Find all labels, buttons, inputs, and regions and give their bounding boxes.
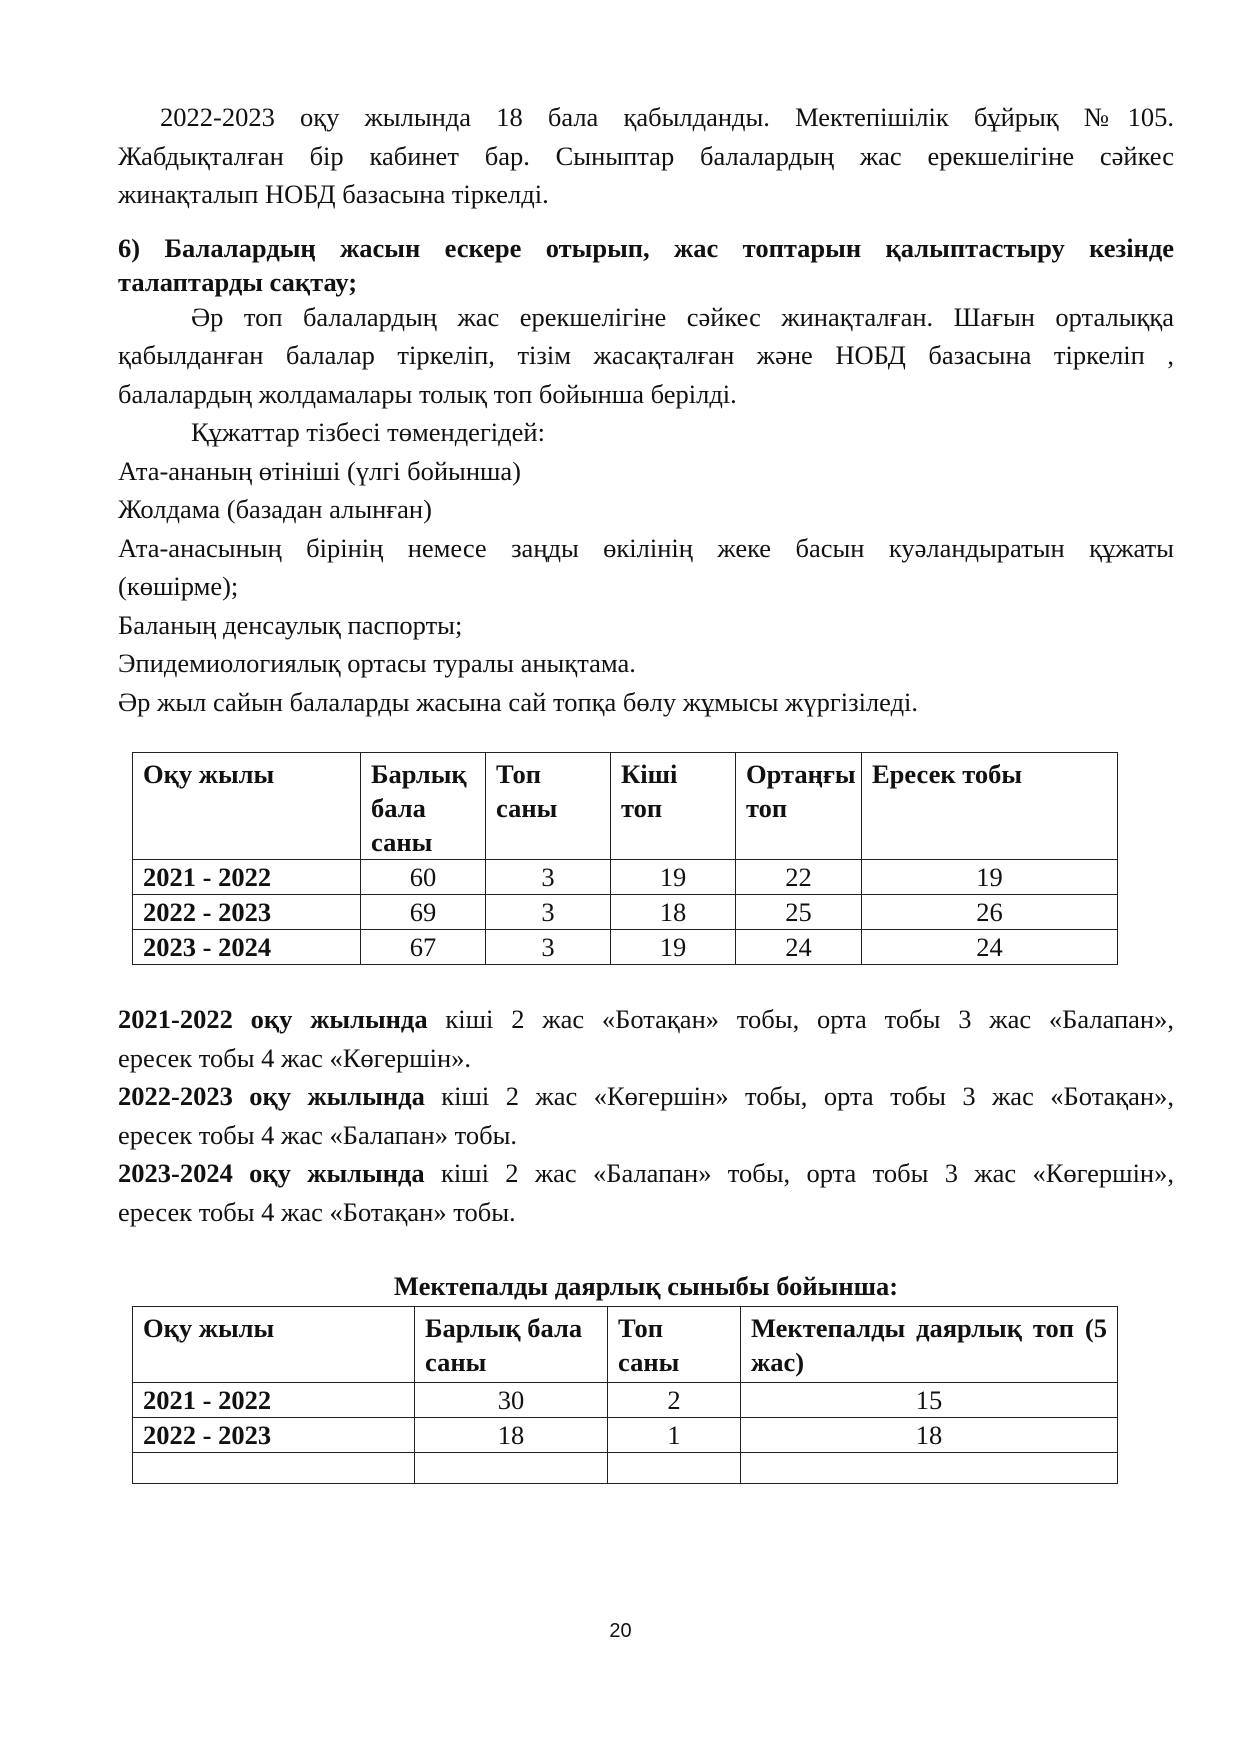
group-line [118, 1154, 1174, 1193]
group-descriptions [118, 1000, 1174, 1231]
group-line [118, 1000, 1174, 1039]
group-text: кіші 2 жас «Ботақан» тобы, орта тобы 3 жас «Балапан», [427, 1004, 1174, 1034]
list-item: Жолдама (базадан алынған) [118, 494, 432, 524]
table-cell: 3 [486, 930, 611, 965]
header-cell: Ересек тобы [862, 753, 1118, 860]
group-line: ересек тобы 4 жас «Балапан» тобы. [118, 1119, 518, 1150]
list-item: Эпидемиологиялық ортасы туралы анықтама. [118, 648, 636, 678]
table-row [133, 1417, 1118, 1452]
group-line: ересек тобы 4 жас «Ботақан» тобы. [118, 1196, 516, 1227]
document-page [118, 98, 1174, 1484]
table-cell: 18 [741, 1417, 1118, 1452]
year-cell [133, 1452, 415, 1483]
year-label: 2022-2023 оқу жылында [118, 1081, 425, 1111]
group-text: кіші 2 жас «Көгершін» тобы, орта тобы 3 жас «Ботақан», [424, 1081, 1174, 1111]
table-cell: 19 [611, 930, 736, 965]
header-cell: Кіші топ [611, 753, 736, 860]
header-cell: Оқу жылы [133, 753, 361, 860]
table-cell [415, 1452, 608, 1483]
table-header-row [133, 1306, 1118, 1382]
text-line: талаптарды сақтау; [118, 267, 358, 297]
table-cell: 24 [736, 930, 862, 965]
table-row [133, 860, 1118, 895]
table-cell: 1 [608, 1417, 741, 1452]
list-item: Баланың денсаулық паспорты; [118, 609, 463, 640]
section-heading [118, 229, 1174, 302]
text-line: жинақталып НОБД базасына тіркелді. [118, 179, 549, 209]
text-line: 6) Балалардың жасын ескере отырып, жас топтарын қалыптастыру кезінде [118, 232, 1174, 263]
table-cell: 15 [741, 1382, 1118, 1417]
section-body [118, 298, 1174, 452]
table-cell: 18 [415, 1417, 608, 1452]
header-cell: Топ саны [608, 1306, 741, 1382]
year-cell: 2023 - 2024 [133, 930, 361, 965]
groups-table [132, 752, 1118, 965]
year-cell: 2021 - 2022 [133, 860, 361, 895]
list-item: Ата-ананың өтініші (үлгі бойынша) [118, 455, 521, 486]
table-row [133, 895, 1118, 930]
table-cell: 3 [486, 895, 611, 930]
table-header-row [133, 753, 1118, 860]
group-text: кіші 2 жас «Балапан» тобы, орта тобы 3 жас «Көгершін», [424, 1158, 1174, 1188]
list-item: Ата-анасының бірінің немесе заңды өкілінің жеке басын куәландыратын құжаты [118, 532, 1174, 563]
text-line: 2022-2023 оқу жылында 18 бала қабылданды. Мектепішілік бұйрық №105. [160, 102, 1174, 132]
header-cell: Барлық бала саны [361, 753, 486, 860]
table-cell: 30 [415, 1382, 608, 1417]
table-cell: 19 [611, 860, 736, 895]
table-cell: 60 [361, 860, 486, 895]
documents-list [118, 452, 1174, 722]
text-line: қабылданған балалар тіркеліп, тізім жасақталған және НОБД базасына тіркеліп , [118, 340, 1174, 370]
intro-paragraph [118, 98, 1174, 214]
year-cell: 2021 - 2022 [133, 1382, 415, 1417]
table-cell [741, 1452, 1118, 1483]
text-line: Әр топ балалардың жас ерекшелігіне сәйкес жинақталған. Шағын орталыққа [191, 301, 1174, 332]
table-row [133, 1382, 1118, 1417]
table-cell: 3 [486, 860, 611, 895]
list-item: Әр жыл сайын балаларды жасына сай топқа бөлу жұмысы жүргізіледі. [118, 686, 919, 717]
year-cell: 2022 - 2023 [133, 1417, 415, 1452]
table-row [133, 1452, 1118, 1483]
table-cell: 69 [361, 895, 486, 930]
table-cell: 18 [611, 895, 736, 930]
header-cell: Ортаңғы топ [736, 753, 862, 860]
year-label: 2023-2024 оқу жылында [118, 1158, 425, 1188]
table-cell: 19 [862, 860, 1118, 895]
text-line: балалардың жолдамалары толық топ бойынша берілді. [118, 378, 737, 409]
year-label: 2021-2022 оқу жылында [118, 1004, 428, 1034]
page-number: 20 [609, 1620, 632, 1642]
group-line [118, 1077, 1174, 1116]
documents-intro: Құжаттар тізбесі төмендегідей: [191, 417, 545, 447]
table-cell: 26 [862, 895, 1118, 930]
table-title: Мектепалды даярлық сыныбы бойынша: [393, 1271, 899, 1301]
text-line: Жабдықталған бір кабинет бар. Сыныптар балалардың жас ерекшелігіне сәйкес [118, 140, 1174, 171]
header-cell: Мектепалды даярлық топ (5 жас) [741, 1306, 1118, 1382]
table-row [133, 930, 1118, 965]
table-cell: 67 [361, 930, 486, 965]
header-cell: Топ саны [486, 753, 611, 860]
table-cell: 25 [736, 895, 862, 930]
header-cell: Оқу жылы [133, 1306, 415, 1382]
table-cell: 24 [862, 930, 1118, 965]
header-cell: Барлық бала саны [415, 1306, 608, 1382]
list-item: (көшірме); [118, 571, 239, 601]
preschool-table [132, 1306, 1118, 1484]
group-line: ересек тобы 4 жас «Көгершін». [118, 1042, 472, 1073]
table-cell: 2 [608, 1382, 741, 1417]
year-cell: 2022 - 2023 [133, 895, 361, 930]
table-cell [608, 1452, 741, 1483]
table-cell: 22 [736, 860, 862, 895]
